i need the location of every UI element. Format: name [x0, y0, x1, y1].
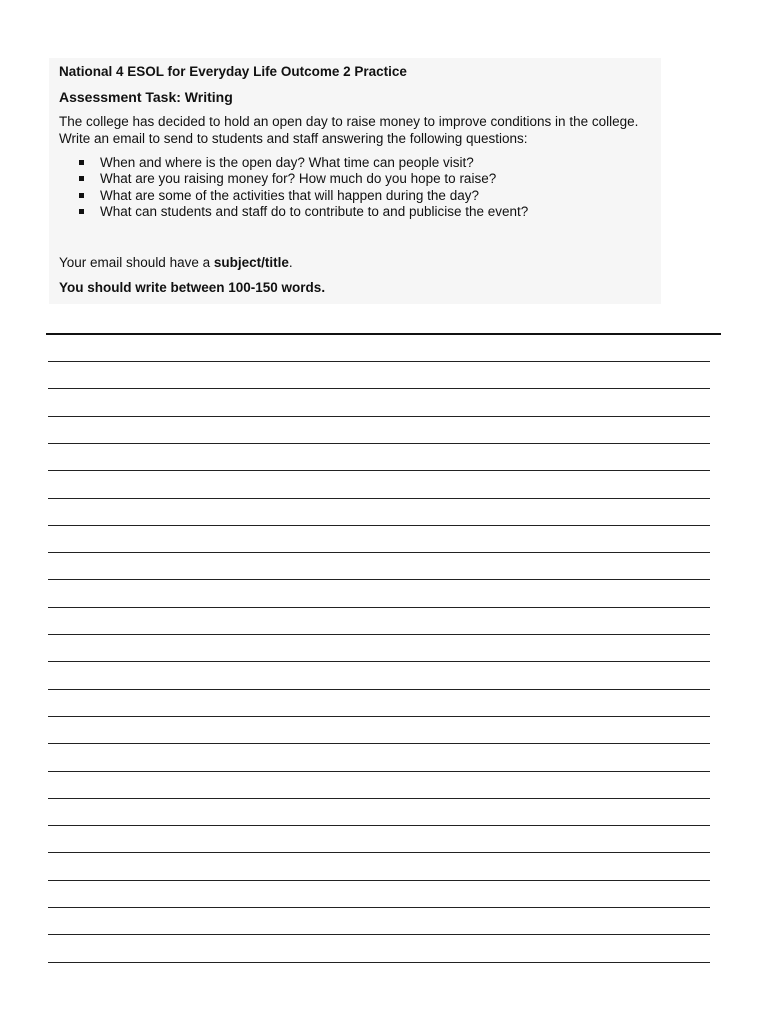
answer-line[interactable]	[48, 607, 710, 608]
question-text: What are some of the activities that will happen during the day?	[100, 187, 479, 203]
answer-line[interactable]	[48, 443, 710, 444]
answer-line[interactable]	[48, 689, 710, 690]
answer-line[interactable]	[48, 880, 710, 881]
subject-note-suffix: .	[288, 255, 293, 270]
subject-note-prefix: Your email should have a	[59, 255, 214, 270]
answer-line[interactable]	[48, 634, 710, 635]
answer-line[interactable]	[48, 825, 710, 826]
answer-line[interactable]	[48, 470, 710, 471]
answer-line[interactable]	[48, 661, 710, 662]
answer-line[interactable]	[48, 743, 710, 744]
answer-line[interactable]	[48, 388, 710, 389]
question-list	[79, 155, 528, 220]
answer-line[interactable]	[48, 852, 710, 853]
square-bullet-icon	[79, 209, 84, 214]
subject-note-emphasis: subject/title	[213, 255, 289, 270]
answer-line[interactable]	[48, 361, 710, 362]
question-text: What can students and staff do to contribute to and publicise the event?	[100, 203, 529, 219]
word-count-requirement: You should write between 100-150 words.	[59, 280, 326, 295]
answer-line[interactable]	[48, 716, 710, 717]
question-text: What are you raising money for? How much do you hope to raise?	[100, 171, 497, 187]
answer-line[interactable]	[48, 798, 710, 799]
subject-requirement-note	[59, 255, 293, 270]
question-item	[79, 188, 528, 204]
instruction-line-1: The college has decided to hold an open day to raise money to improve conditions in the college.	[59, 114, 639, 129]
square-bullet-icon	[79, 193, 84, 198]
document-title: National 4 ESOL for Everyday Life Outcome 2 Practice	[59, 64, 407, 79]
answer-line[interactable]	[48, 498, 710, 499]
answer-line[interactable]	[48, 416, 710, 417]
answer-line[interactable]	[48, 907, 710, 908]
question-item	[79, 204, 528, 220]
writing-area-top-rule	[46, 333, 721, 335]
answer-line[interactable]	[48, 552, 710, 553]
instruction-line-2: Write an email to send to students and staff answering the following questions:	[59, 130, 528, 146]
task-heading: Assessment Task: Writing	[59, 89, 233, 105]
answer-line[interactable]	[48, 579, 710, 580]
question-text: When and where is the open day? What time can people visit?	[100, 155, 474, 170]
answer-line[interactable]	[48, 962, 710, 963]
square-bullet-icon	[79, 176, 84, 181]
answer-line[interactable]	[48, 771, 710, 772]
question-item	[79, 155, 528, 171]
answer-line[interactable]	[48, 934, 710, 935]
question-item	[79, 171, 528, 187]
task-instructions	[59, 114, 669, 147]
answer-line[interactable]	[48, 525, 710, 526]
square-bullet-icon	[79, 160, 84, 165]
